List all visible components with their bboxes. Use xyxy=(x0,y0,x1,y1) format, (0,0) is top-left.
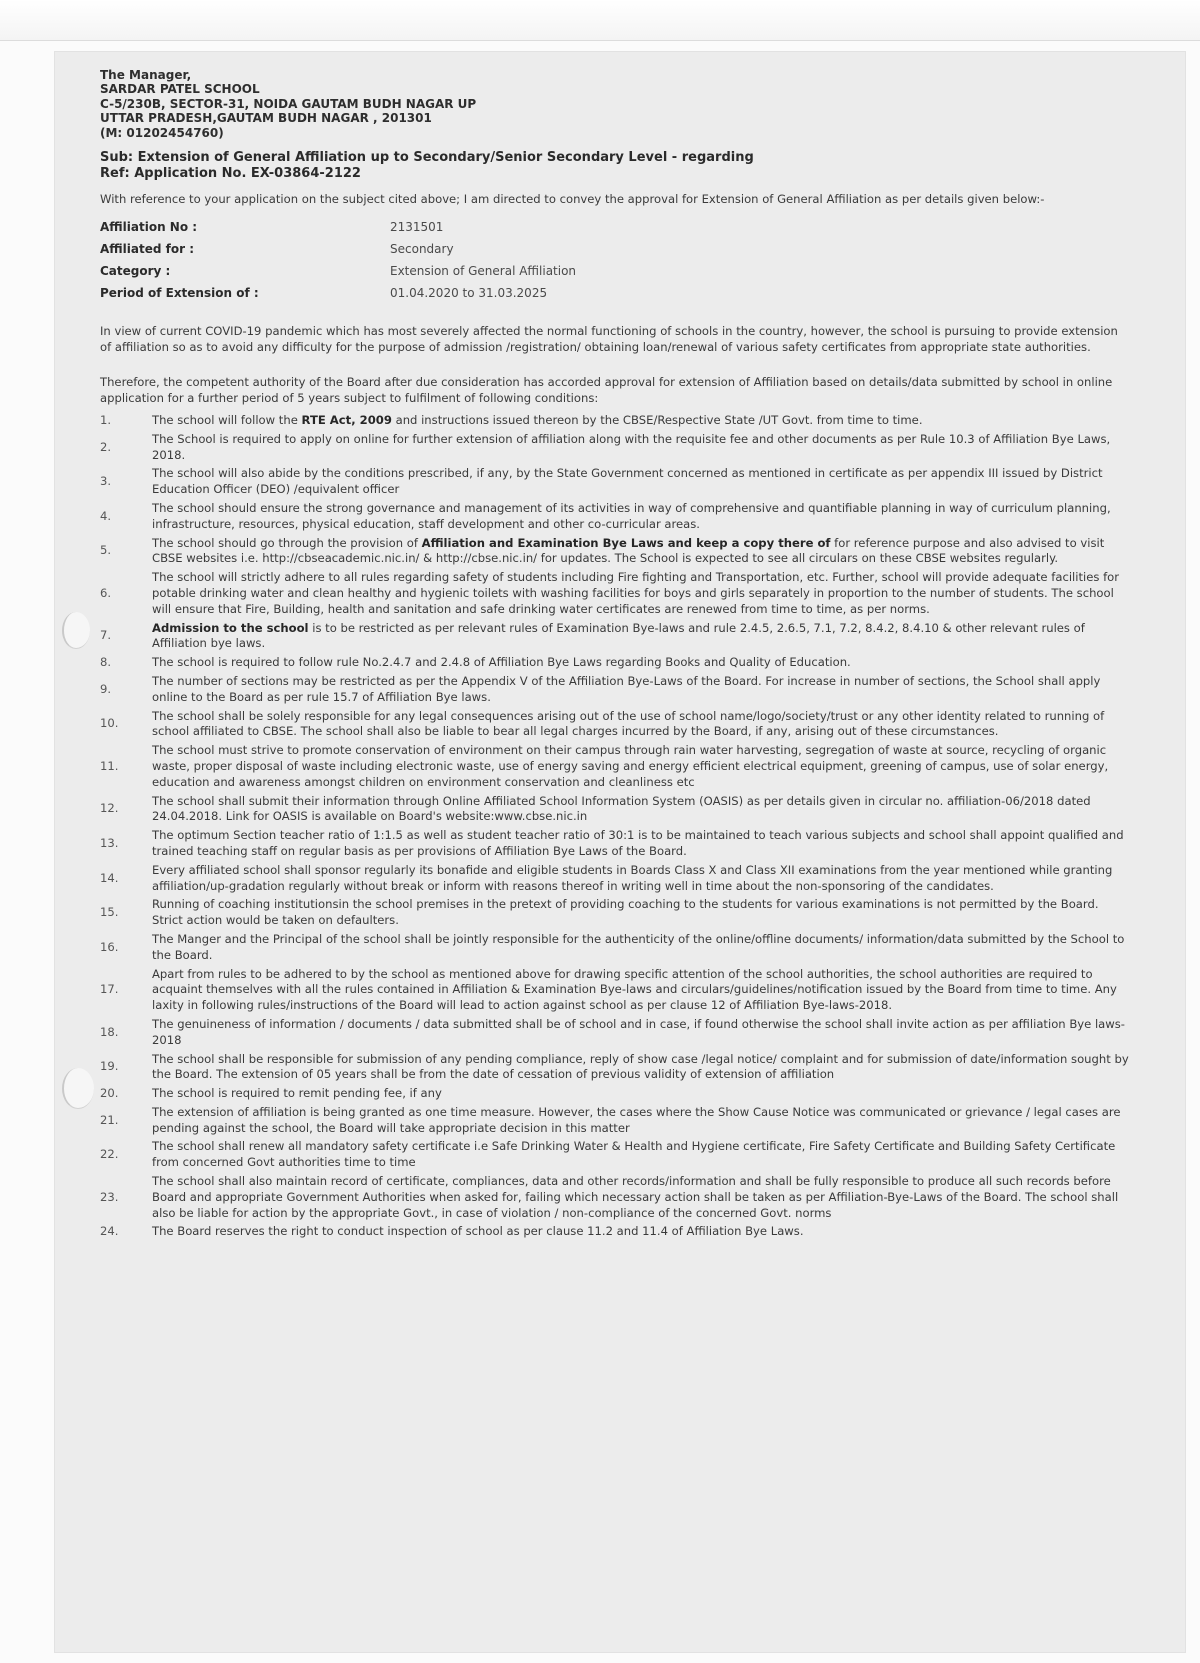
scan-top-edge xyxy=(0,0,1200,41)
detail-value: 01.04.2020 to 31.03.2025 xyxy=(390,285,548,300)
condition-text-part: The school will follow the xyxy=(152,413,302,428)
condition-item xyxy=(100,466,1130,498)
detail-label: Category : xyxy=(100,263,171,278)
condition-text-part: The school is required to remit pending fee, if any xyxy=(152,1086,442,1101)
condition-number: 9. xyxy=(100,681,112,696)
condition-number: 5. xyxy=(100,543,112,558)
condition-item xyxy=(100,432,1130,464)
condition-text xyxy=(152,897,1130,929)
condition-text-part: The school shall be solely responsible for any legal consequences arising out of the use of school name/logo/society/trust or any other identity related to running of school affiliated to CBSE. The school shall also be liable to bear all legal charges incurred by the Board, if any, arising out of these circumstances. xyxy=(152,708,1105,739)
condition-number: 18. xyxy=(100,1024,119,1039)
condition-text xyxy=(152,1052,1130,1084)
condition-number: 4. xyxy=(100,508,112,523)
condition-text xyxy=(152,655,1130,671)
covid-paragraph: In view of current COVID-19 pandemic which has most severely affected the normal functioning of schools in the country, however, the school is pursuing to provide extension of affiliation so as to avoid any difficulty for the purpose of admission /registration/ obtaining loan/renewal of various safety certificates from appropriate state authorities. xyxy=(100,323,1118,354)
condition-number: 16. xyxy=(100,939,119,954)
punch-hole-bottom xyxy=(62,1068,94,1109)
condition-item xyxy=(100,743,1130,790)
condition-text-part: for reference purpose and also advised to visit CBSE websites i.e. http://cbseacademic.nic.in/ & http://cbse.nic.in/ for updates. The School is expected to see all circulars on these CBSE websites regularly. xyxy=(152,535,1105,566)
detail-label: Period of Extension of : xyxy=(100,285,259,300)
condition-text xyxy=(152,828,1130,860)
recipient-address xyxy=(100,68,1130,140)
detail-label: Affiliated for : xyxy=(100,241,194,256)
condition-text-part: The school will also abide by the conditions prescribed, if any, by the State Government concerned as mentioned in certificate as per appendix III issued by District Education Officer (DEO) /equivalent officer xyxy=(152,466,1103,497)
condition-number: 2. xyxy=(100,439,112,454)
condition-text xyxy=(152,432,1130,464)
subject-block xyxy=(100,150,1130,182)
condition-text xyxy=(152,1139,1130,1171)
condition-item xyxy=(100,932,1130,964)
condition-item xyxy=(100,794,1130,826)
condition-item xyxy=(100,621,1130,653)
condition-text-part: The number of sections may be restricted as per the Appendix V of the Affiliation Bye-Laws of the Board. For increase in number of sections, the School shall apply online to the Board as per rule 15.7 of Affiliation Bye laws. xyxy=(152,673,1101,704)
condition-item xyxy=(100,1174,1130,1221)
letter-content xyxy=(100,68,1130,1243)
condition-item xyxy=(100,828,1130,860)
condition-text xyxy=(152,536,1130,568)
condition-number: 22. xyxy=(100,1147,119,1162)
condition-item xyxy=(100,1052,1130,1084)
address-line: C-5/230B, SECTOR-31, NOIDA GAUTAM BUDH NAGAR UP xyxy=(100,96,477,111)
address-line: UTTAR PRADESH,GAUTAM BUDH NAGAR , 201301 xyxy=(100,111,432,126)
condition-text xyxy=(152,932,1130,964)
affiliation-details-table xyxy=(100,216,576,304)
condition-item xyxy=(100,863,1130,895)
condition-item xyxy=(100,674,1130,706)
address-line: (M: 01202454760) xyxy=(100,125,224,140)
condition-emphasis: RTE Act, 2009 xyxy=(301,413,392,428)
condition-text-part: The optimum Section teacher ratio of 1:1.5 as well as student teacher ratio of 30:1 is to be maintained to teach various subjects and school shall appoint qualified and trained teaching staff on regular basis as per provisions of Affiliation Bye Laws of the Board. xyxy=(152,828,1124,858)
condition-text-part: The Manger and the Principal of the school shall be jointly responsible for the authenticity of the online/offline documents/ information/data submitted by the School to the Board. xyxy=(152,931,1125,962)
condition-text xyxy=(152,1105,1130,1137)
condition-number: 3. xyxy=(100,474,112,489)
condition-text xyxy=(152,1174,1130,1221)
condition-item xyxy=(100,570,1130,617)
condition-item xyxy=(100,1105,1130,1137)
condition-number: 10. xyxy=(100,716,119,731)
condition-number: 8. xyxy=(100,655,112,670)
condition-item xyxy=(100,709,1130,741)
condition-text-part: Every affiliated school shall sponsor regularly its bonafide and eligible students in Boards Class X and Class XII examinations from the year mentioned while granting affiliation/up-gradation regularly without break or inform with reasons thereof in writing well in time about the non-sponsoring of the candidates. xyxy=(152,862,1113,893)
detail-value: Secondary xyxy=(390,241,454,256)
condition-text xyxy=(152,570,1130,617)
condition-text-part: The School is required to apply on online for further extension of affiliation along with the requisite fee and other documents as per Rule 10.3 of Affiliation Bye Laws, 2018. xyxy=(152,431,1111,462)
condition-text-part: The school shall submit their information through Online Affiliated School Information System (OASIS) as per details given in circular no. affiliation-06/2018 dated 24.04.2018. Link for OASIS is available on Board's website:www.cbse.nic.in xyxy=(152,793,1091,824)
detail-row xyxy=(100,260,576,282)
condition-number: 23. xyxy=(100,1189,119,1204)
condition-text xyxy=(152,501,1130,533)
condition-emphasis: Affiliation and Examination Bye Laws and keep a copy there of xyxy=(421,535,831,550)
condition-item xyxy=(100,967,1130,1014)
reference-line: Ref: Application No. EX-03864-2122 xyxy=(100,166,361,182)
condition-text xyxy=(152,1224,1130,1240)
condition-text-part: The extension of affiliation is being granted as one time measure. However, the cases where the Show Cause Notice was communicated or grievance / legal cases are pending against the school, the Board will take appropriate decision in this matter xyxy=(152,1104,1121,1135)
condition-text-part: The school shall be responsible for submission of any pending compliance, reply of show case /legal notice/ complaint and for submission of date/information sought by the Board. The extension of 05 years shall be from the date of cessation of previous validity of extension of affiliation xyxy=(152,1051,1129,1082)
condition-item xyxy=(100,1017,1130,1049)
condition-text-part: The school shall also maintain record of certificate, compliances, data and other records/information and shall be fully responsible to produce all such records before Board and appropriate Government Authorities when asked for, failing which necessary action shall be taken as per Affiliation-Bye-Laws of the Board. The school shall also be liable for action by the appropriate Govt., in case of violation / non-compliance of the concerned Govt. norms xyxy=(152,1174,1119,1220)
intro-paragraph: With reference to your application on the subject cited above; I am directed to convey the approval for Extension of General Affiliation as per details given below:- xyxy=(100,192,1045,207)
condition-number: 6. xyxy=(100,585,112,600)
condition-number: 1. xyxy=(100,413,112,428)
condition-text-part: The school shall renew all mandatory safety certificate i.e Safe Drinking Water & Health and Hygiene certificate, Fire Safety Certificate and Building Safety Certificate from concerned Govt authorities time to time xyxy=(152,1139,1116,1170)
condition-number: 21. xyxy=(100,1112,119,1127)
condition-text xyxy=(152,863,1130,895)
condition-item xyxy=(100,501,1130,533)
condition-text-part: The school will strictly adhere to all rules regarding safety of students including Fire fighting and Transportation, etc. Further, school will provide adequate facilities for potable drinking water and clean healthy and hygienic toilets with washing facilities for boys and girls separately in proportion to the number of students. The school will ensure that Fire, Building, health and sanitation and safe drinking water certificates are renewed from time to time, as per norms. xyxy=(152,570,1120,616)
condition-item xyxy=(100,1224,1130,1240)
condition-number: 15. xyxy=(100,905,119,920)
condition-item xyxy=(100,655,1130,671)
condition-text-part: The school must strive to promote conservation of environment on their campus through rain water harvesting, segregation of waste at source, recycling of organic waste, proper disposal of waste including electronic waste, use of energy saving and energy efficient electrical equipment, greening of campus, use of solar energy, education and awareness amongst children on environment conservation and cleanliness etc xyxy=(152,743,1109,789)
condition-text-part: The genuineness of information / documents / data submitted shall be of school and in case, if found otherwise the school shall invite action as per affiliation Bye laws-2018 xyxy=(152,1016,1125,1047)
condition-text xyxy=(152,1017,1130,1049)
condition-text xyxy=(152,466,1130,498)
detail-value: 2131501 xyxy=(390,219,444,234)
condition-text xyxy=(152,413,1130,429)
detail-row xyxy=(100,216,576,238)
detail-row xyxy=(100,282,576,304)
detail-label: Affiliation No : xyxy=(100,219,198,234)
condition-emphasis: Admission to the school xyxy=(152,620,309,635)
condition-text xyxy=(152,621,1130,653)
address-line: The Manager, xyxy=(100,68,192,82)
condition-text xyxy=(152,743,1130,790)
subject-line: Sub: Extension of General Affiliation up to Secondary/Senior Secondary Level - regarding xyxy=(100,150,754,166)
therefore-paragraph: Therefore, the competent authority of the Board after due consideration has accorded approval for extension of Affiliation based on details/data submitted by school in online application for a further period of 5 years subject to fulfilment of following conditions: xyxy=(100,375,1113,406)
condition-number: 7. xyxy=(100,628,112,643)
condition-item xyxy=(100,536,1130,568)
condition-text-part: The school should go through the provision of xyxy=(152,535,422,550)
condition-item xyxy=(100,897,1130,929)
condition-number: 11. xyxy=(100,758,119,773)
detail-row xyxy=(100,238,576,260)
punch-hole-top xyxy=(62,612,90,649)
condition-number: 13. xyxy=(100,836,119,851)
detail-value: Extension of General Affiliation xyxy=(390,263,577,278)
condition-text xyxy=(152,794,1130,826)
condition-text xyxy=(152,674,1130,706)
condition-text-part: Apart from rules to be adhered to by the school as mentioned above for drawing specific attention of the school authorities, the school authorities are required to acquaint themselves with all the rules contained in Affiliation & Examination Bye-laws and circulars/guidelines/notification issued by the Board from time to time. Any laxity in following rules/instructions of the Board will lead to action against school as per clause 12 of Affiliation Bye-laws-2018. xyxy=(152,966,1117,1013)
condition-text-part: Running of coaching institutionsin the school premises in the pretext of providing coaching to the students for various examinations is not permitted by the Board. Strict action would be taken on defaulters. xyxy=(152,897,1099,928)
condition-number: 17. xyxy=(100,982,119,997)
address-line: SARDAR PATEL SCHOOL xyxy=(100,82,260,97)
condition-number: 24. xyxy=(100,1224,119,1239)
condition-item xyxy=(100,1139,1130,1171)
condition-text-part: and instructions issued thereon by the CBSE/Respective State /UT Govt. from time to time. xyxy=(391,413,923,428)
condition-text-part: The school is required to follow rule No.2.4.7 and 2.4.8 of Affiliation Bye Laws regarding Books and Quality of Education. xyxy=(152,655,851,670)
condition-number: 14. xyxy=(100,870,119,885)
condition-number: 20. xyxy=(100,1086,119,1101)
condition-text xyxy=(152,1086,1130,1102)
condition-number: 19. xyxy=(100,1059,119,1074)
condition-text-part: The school should ensure the strong governance and management of its activities in way of comprehensive and quantifiable planning in way of curriculum planning, infrastructure, resources, physical education, staff development and other co-curricular areas. xyxy=(152,501,1111,531)
condition-text xyxy=(152,967,1130,1014)
conditions-list xyxy=(100,413,1130,1240)
condition-number: 12. xyxy=(100,801,119,816)
condition-text xyxy=(152,709,1130,741)
condition-item xyxy=(100,1086,1130,1102)
condition-text-part: is to be restricted as per relevant rules of Examination Bye-laws and rule 2.4.5, 2.6.5, 7.1, 7.2, 8.4.2, 8.4.10 & other relevant rules of Affiliation bye laws. xyxy=(152,620,1085,651)
condition-text-part: The Board reserves the right to conduct inspection of school as per clause 11.2 and 11.4 of Affiliation Bye Laws. xyxy=(152,1224,804,1239)
condition-item xyxy=(100,413,1130,429)
